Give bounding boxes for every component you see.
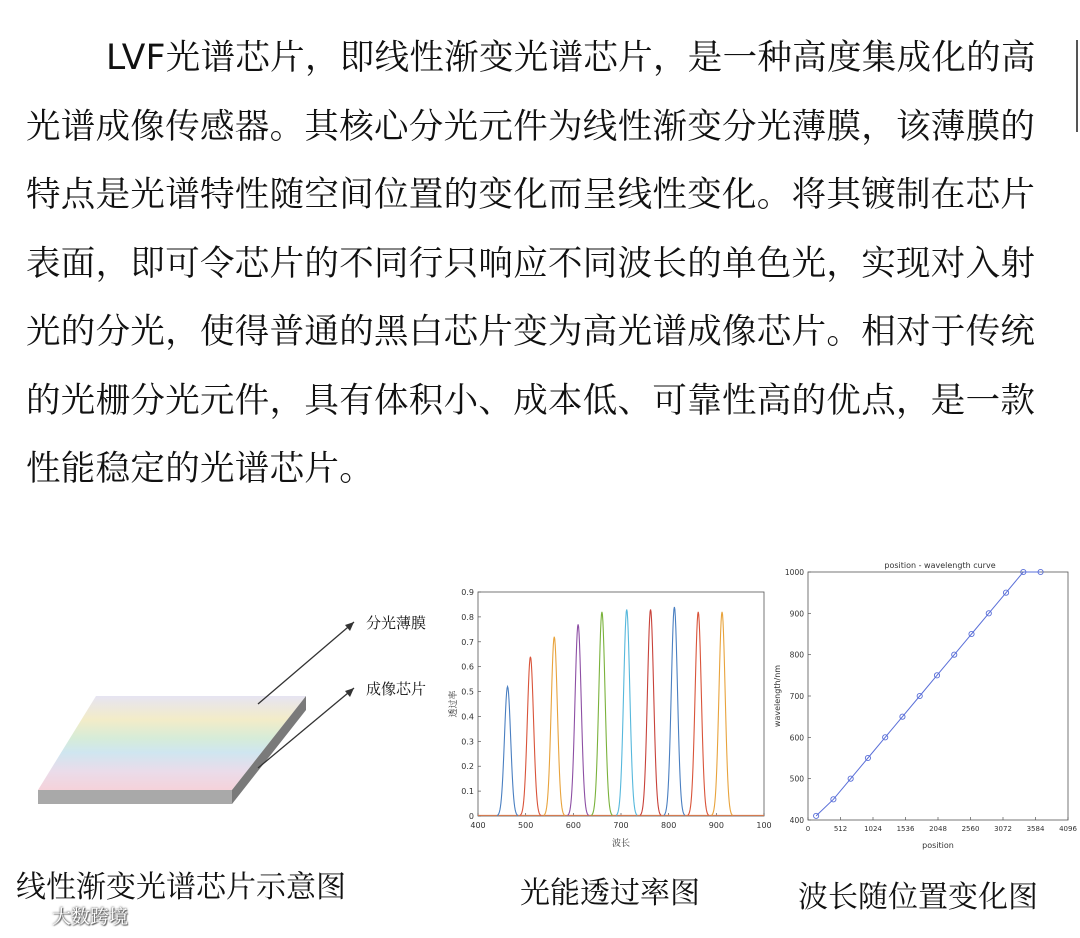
watermark — [8, 902, 128, 929]
y-tick-label: 0.6 — [461, 662, 474, 672]
x-tick-label: 1024 — [864, 825, 882, 833]
y-tick-label: 0.5 — [461, 687, 474, 697]
x-axis-label: position — [922, 841, 954, 850]
brand-logo-icon — [8, 905, 46, 927]
y-tick-label: 0.3 — [461, 737, 474, 747]
y-tick-label: 500 — [789, 774, 804, 784]
y-tick-label: 400 — [789, 816, 804, 825]
y-tick-label: 0.2 — [461, 762, 474, 772]
x-tick-label: 4096 — [1059, 825, 1077, 833]
x-tick-label: 3584 — [1026, 825, 1045, 833]
x-axis-label: 波长 — [611, 839, 631, 849]
y-tick-label: 1000 — [784, 568, 804, 577]
transmittance-chart — [444, 580, 770, 852]
intro-paragraph: LVF光谱芯片，即线性渐变光谱芯片，是一种高度集成化的高光谱成像传感器。其核心分光元件为线性渐变分光薄膜，该薄膜的特点是光谱特性随空间位置的变化而呈线性变化。将其镀制在芯片表面，即可令芯片的不同行只响应不同波长的单色光，实现对入射光的分光，使得普通的黑白芯片变为高光谱成像芯片。相对于传统的光栅分光元件，具有体积小、成本低、可靠性高的优点，是一款性能稳定的光谱芯片。 — [26, 38, 1036, 489]
y-tick-label: 0.9 — [461, 588, 474, 597]
x-tick-label: 100 — [756, 821, 772, 830]
caption-schematic: 线性渐变光谱芯片示意图 — [16, 870, 346, 905]
edge-divider — [1076, 40, 1078, 132]
y-axis-label: wavelength/nm — [773, 664, 782, 728]
y-tick-label: 0.1 — [461, 787, 474, 797]
x-tick-label: 400 — [470, 821, 486, 830]
y-tick-label: 600 — [789, 733, 804, 743]
caption-wavelength-position: 波长随位置变化图 — [798, 880, 1038, 915]
watermark-text: 大数跨境 — [52, 906, 129, 928]
x-tick-label: 3072 — [994, 825, 1012, 833]
x-tick-label: 600 — [565, 821, 581, 830]
wavelength-position-chart — [770, 554, 1076, 854]
x-tick-label: 1536 — [896, 825, 915, 833]
chip-front-side — [38, 790, 232, 804]
arrow-film — [258, 622, 354, 704]
label-film: 分光薄膜 — [366, 614, 427, 632]
caption-transmittance: 光能透过率图 — [520, 876, 700, 911]
y-tick-label: 0.4 — [461, 712, 474, 722]
y-tick-label: 0 — [468, 812, 474, 821]
x-tick-label: 0 — [805, 825, 811, 833]
x-tick-label: 2560 — [961, 825, 980, 833]
y-tick-label: 800 — [789, 650, 804, 660]
label-chip: 成像芯片 — [366, 680, 427, 698]
x-tick-label: 512 — [833, 825, 848, 833]
y-tick-label: 0.8 — [461, 612, 474, 622]
x-tick-label: 2048 — [929, 825, 947, 833]
x-tick-label: 900 — [708, 821, 724, 830]
y-tick-label: 0.7 — [461, 637, 474, 647]
film-top-surface — [38, 696, 306, 790]
x-tick-label: 800 — [661, 821, 677, 830]
x-tick-label: 700 — [613, 821, 629, 830]
chart-title: position - wavelength curve — [884, 561, 996, 570]
chip-schematic-figure — [36, 596, 456, 816]
y-tick-label: 700 — [789, 692, 804, 701]
x-tick-label: 500 — [518, 821, 534, 830]
y-axis-label: 透过率 — [449, 690, 459, 718]
y-tick-label: 900 — [789, 609, 804, 619]
